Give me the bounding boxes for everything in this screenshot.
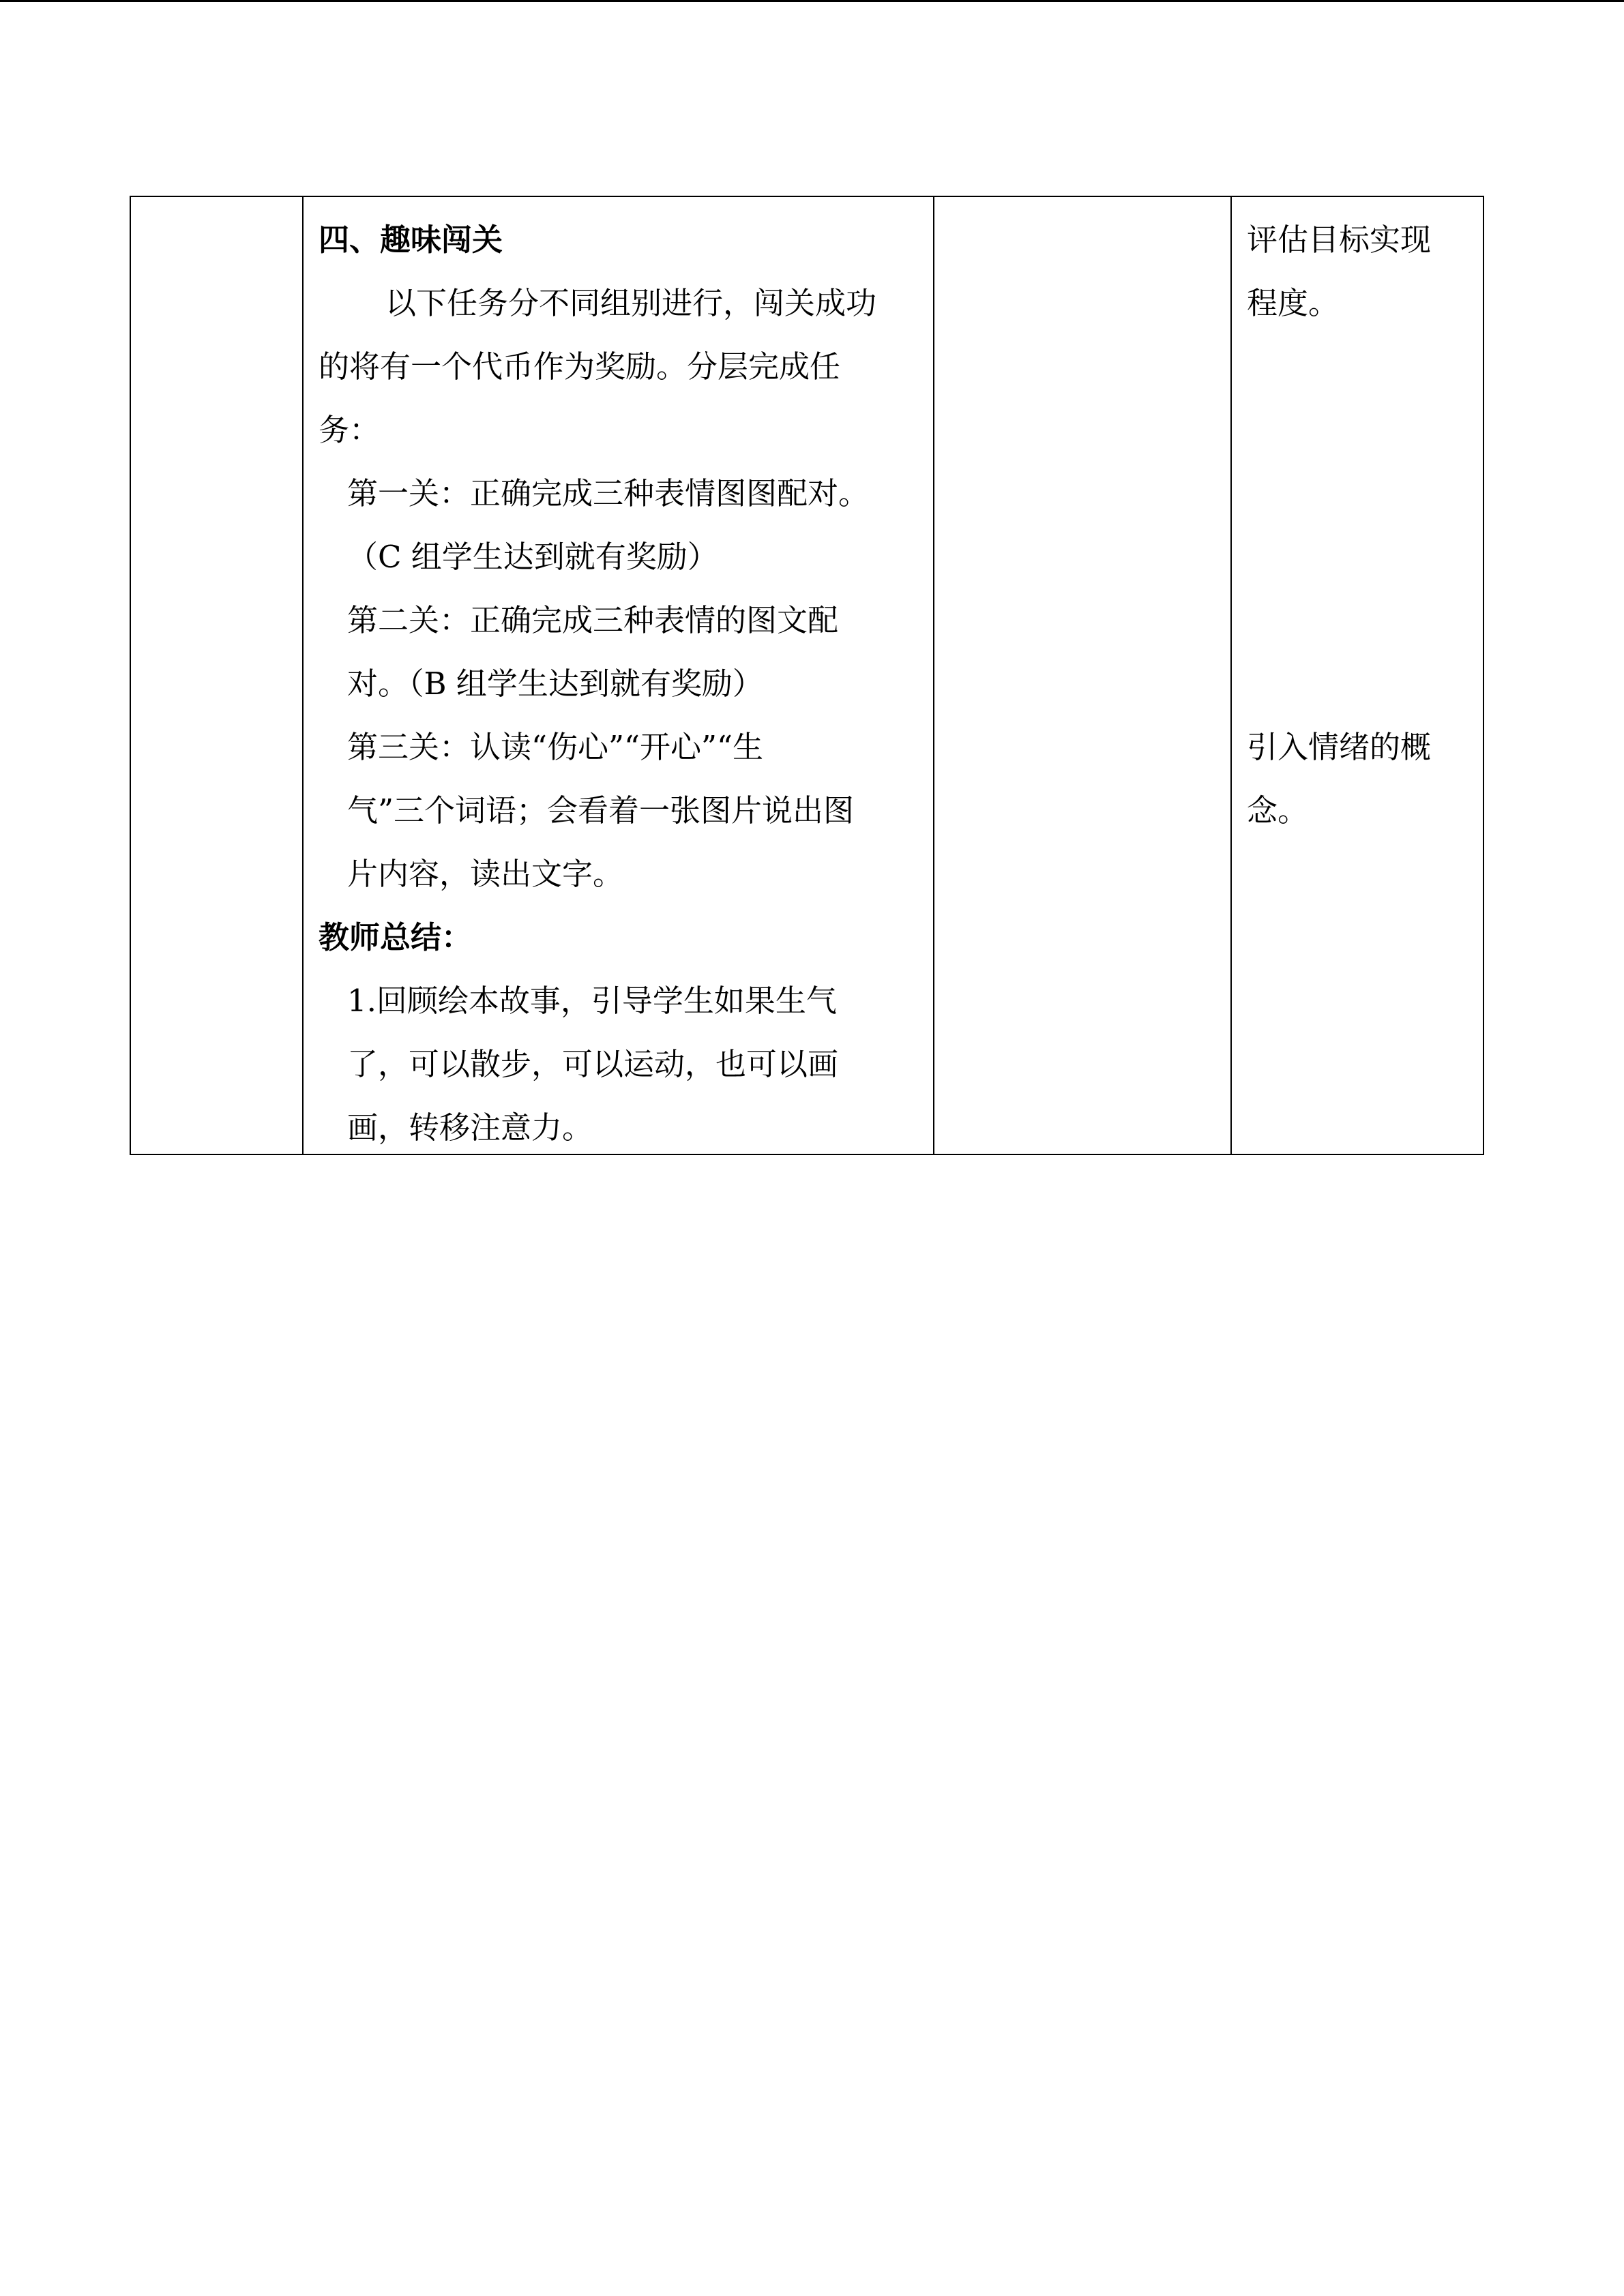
notes-cell [1231,196,1483,1154]
intro-line: 务： [319,412,381,448]
activity-cell [303,196,934,1154]
note-line: 引入情绪的概 [1247,729,1432,765]
task-line: 第三关：认读“伤心”“开心”“生 [347,729,764,765]
empty-cell-middle [934,196,1231,1154]
note-line: 念。 [1247,792,1309,829]
task-line: 对。（B 组学生达到就有奖励） [347,666,763,702]
empty-cell-left [130,196,303,1154]
table-row [130,196,1483,1154]
summary-line: 1.回顾绘本故事，引导学生如果生气 [347,983,837,1019]
summary-heading: 教师总结： [319,919,473,955]
task-line: 第二关：正确完成三种表情的图文配 [347,602,839,638]
note-line: 程度。 [1247,285,1340,321]
page-top-border [0,0,1624,2]
summary-line: 画，转移注意力。 [347,1109,593,1146]
intro-line: 以下任务分不同组别进行，闯关成功 [385,285,877,321]
task-line: （C 组学生达到就有奖励） [347,539,718,575]
task-line: 片内容，读出文字。 [347,856,624,892]
task-line: 气”三个词语；会看着一张图片说出图 [347,792,855,829]
summary-line: 了，可以散步，可以运动，也可以画 [347,1046,839,1082]
note-line: 评估目标实现 [1247,222,1432,258]
lesson-plan-table [130,196,1484,1155]
intro-line: 的将有一个代币作为奖励。分层完成任 [319,348,841,385]
task-line: 第一关：正确完成三种表情图图配对。 [347,475,870,511]
section-heading: 四、趣味闯关 [319,222,503,258]
